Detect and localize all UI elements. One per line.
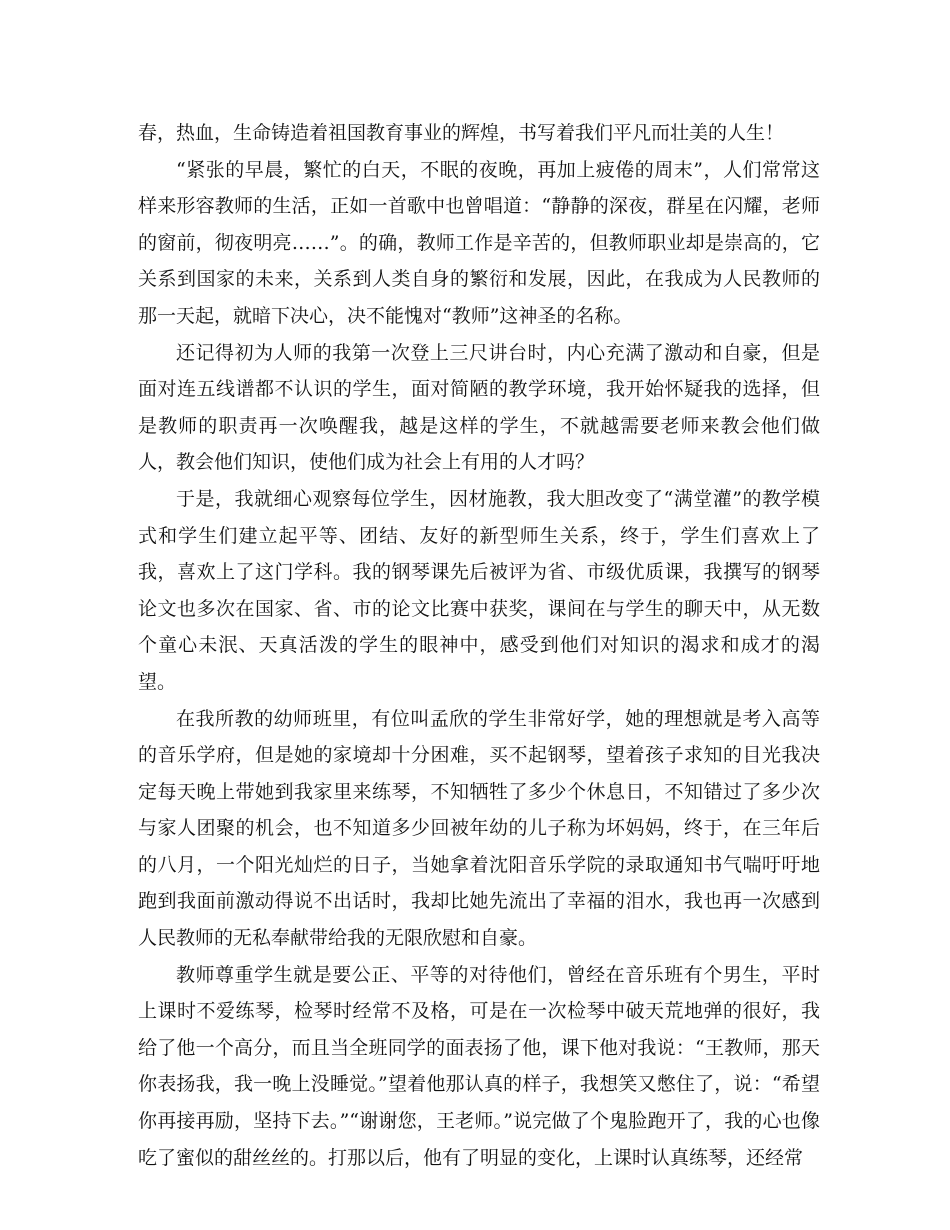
paragraph: 教师尊重学生就是要公正、平等的对待他们，曾经在音乐班有个男生，平时上课时不爱练琴，检琴时经常不及格，可是在一次检琴中破天荒地弹的很好，我给了他一个高分，而且当全班同学的面表扬了他，课下他对我说：“王教师，那天你表扬我，我一晚上没睡觉。”望着他那认真的样子，我想笑又憋住了，说：“希望你再接再励，坚持下去。”“谢谢您，王老师。”说完做了个鬼脸跑开了，我的心也像吃了蜜似的甜丝丝的。打那以后，他有了明显的变化，上课时认真练琴，还经常 — [138, 963, 820, 1169]
paragraph: 于是，我就细心观察每位学生，因材施教，我大胆改变了“满堂灌”的教学模式和学生们建立起平等、团结、友好的新型师生关系，终于，学生们喜欢上了我，喜欢上了这门学科。我的钢琴课先后被评为省、市级优质课，我撰写的钢琴论文也多次在国家、省、市的论文比赛中获奖，课间在与学生的聊天中，从无数个童心未泯、天真活泼的学生的眼神中，感受到他们对知识的渴求和成才的渴望。 — [138, 487, 820, 693]
paragraph: 春，热血，生命铸造着祖国教育事业的辉煌，书写着我们平凡而壮美的人生！ — [138, 122, 785, 144]
document-body — [138, 115, 820, 1176]
paragraph: 在我所教的幼师班里，有位叫孟欣的学生非常好学，她的理想就是考入高等的音乐学府，但是她的家境却十分困难，买不起钢琴，望着孩子求知的目光我决定每天晚上带她到我家里来练琴，不知牺牲了多少个休息日，不知错过了多少次与家人团聚的机会，也不知道多少回被年幼的儿子称为坏妈妈，终于，在三年后的八月，一个阳光灿烂的日子，当她拿着沈阳音乐学院的录取通知书气喘吁吁地跑到我面前激动得说不出话时，我却比她先流出了幸福的泪水，我也再一次感到人民教师的无私奉献带给我的无限欣慰和自豪。 — [138, 707, 820, 950]
paragraph: 还记得初为人师的我第一次登上三尺讲台时，内心充满了激动和自豪，但是面对连五线谱都不认识的学生，面对简陋的教学环境，我开始怀疑我的选择，但是教师的职责再一次唤醒我，越是这样的学生，不就越需要老师来教会他们做人，教会他们知识，使他们成为社会上有用的人才吗？ — [138, 341, 820, 474]
paragraph: “紧张的早晨，繁忙的白天，不眠的夜晚，再加上疲倦的周末”，人们常常这样来形容教师的生活，正如一首歌中也曾唱道：“静静的深夜，群星在闪耀，老师的窗前，彻夜明亮……”。的确，教师工作是辛苦的，但教师职业却是崇高的，它关系到国家的未来，关系到人类自身的繁衍和发展，因此，在我成为人民教师的那一天起，就暗下决心，决不能愧对“教师”这神圣的名称。 — [138, 158, 820, 327]
